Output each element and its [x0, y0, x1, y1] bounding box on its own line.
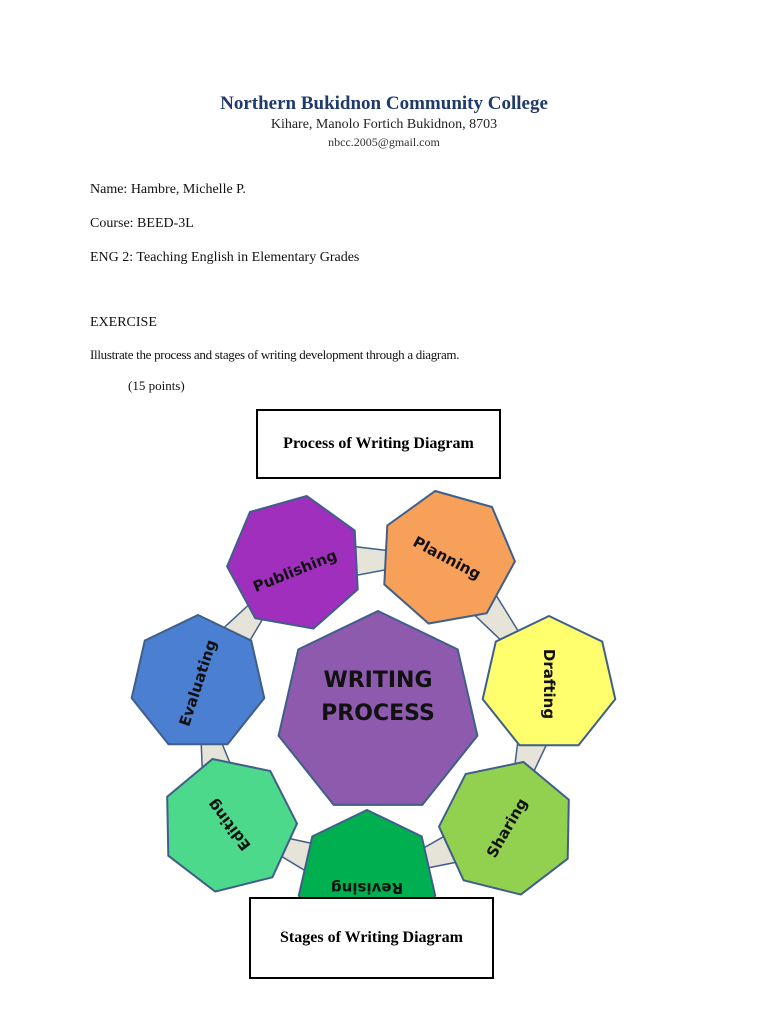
college-address: Kihare, Manolo Fortich Bukidnon, 8703	[270, 117, 498, 132]
sharing-label: Sharing	[482, 795, 532, 861]
center-line2: PROCESS	[321, 701, 435, 726]
student-name: Name: Hambre, Michelle P.	[90, 182, 246, 197]
center-line1: WRITING	[323, 668, 433, 693]
editing-label: Editing	[203, 795, 255, 855]
college-name: Northern Bukidnon Community College	[220, 93, 548, 114]
publishing-label: Publishing	[250, 546, 340, 596]
planning-label: Planning	[410, 532, 484, 584]
stage-node-editing	[167, 759, 297, 892]
drafting-label: Drafting	[540, 648, 558, 720]
stages-diagram-title: Stages of Writing Diagram	[249, 897, 494, 979]
subject: ENG 2: Teaching English in Elementary Grades	[90, 250, 360, 265]
process-diagram-title: Process of Writing Diagram	[256, 409, 501, 479]
evaluating-label: Evaluating	[175, 637, 221, 729]
revising-label: Revising	[330, 879, 404, 897]
exercise-points: (15 points)	[128, 378, 185, 393]
stage-node-sharing	[439, 762, 569, 895]
course: Course: BEED-3L	[90, 216, 194, 231]
exercise-heading: EXERCISE	[90, 315, 157, 330]
center-node	[279, 611, 478, 805]
college-email: nbcc.2005@gmail.com	[328, 135, 440, 149]
exercise-instruction: Illustrate the process and stages of writing development through a diagram.	[90, 347, 460, 362]
